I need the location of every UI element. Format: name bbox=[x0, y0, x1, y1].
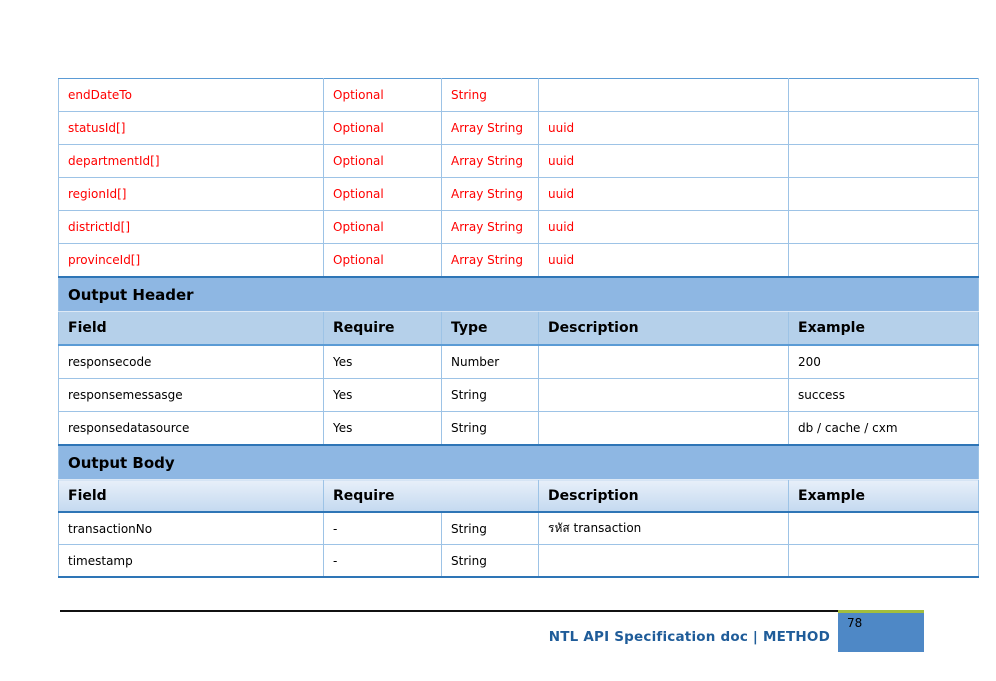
page-number-box bbox=[838, 610, 924, 652]
cell-require: Optional bbox=[324, 112, 442, 145]
section-band-output-header bbox=[59, 277, 979, 312]
section-title: Output Body bbox=[59, 445, 979, 480]
cell-type: Array String bbox=[442, 178, 539, 211]
table-row bbox=[59, 545, 979, 578]
cell-description bbox=[539, 545, 789, 578]
cell-example bbox=[789, 79, 979, 112]
table-row bbox=[59, 112, 979, 145]
table-row bbox=[59, 345, 979, 379]
table-row bbox=[59, 178, 979, 211]
cell-require: Yes bbox=[324, 412, 442, 446]
table-row bbox=[59, 244, 979, 278]
col-header-type: Type bbox=[442, 312, 539, 346]
cell-require: Optional bbox=[324, 79, 442, 112]
column-header-row bbox=[59, 312, 979, 346]
cell-field: endDateTo bbox=[59, 79, 324, 112]
cell-description: uuid bbox=[539, 211, 789, 244]
cell-type: Array String bbox=[442, 112, 539, 145]
table-row bbox=[59, 412, 979, 446]
cell-example bbox=[789, 512, 979, 545]
cell-example bbox=[789, 178, 979, 211]
col-header-example: Example bbox=[789, 480, 979, 513]
cell-field: transactionNo bbox=[59, 512, 324, 545]
cell-require: Optional bbox=[324, 211, 442, 244]
cell-description: uuid bbox=[539, 112, 789, 145]
section-band-output-body bbox=[59, 445, 979, 480]
table-row bbox=[59, 512, 979, 545]
col-header-description: Description bbox=[539, 480, 789, 513]
cell-require: Yes bbox=[324, 379, 442, 412]
cell-example: db / cache / cxm bbox=[789, 412, 979, 446]
cell-type: String bbox=[442, 512, 539, 545]
cell-require: Optional bbox=[324, 145, 442, 178]
cell-example: 200 bbox=[789, 345, 979, 379]
page-number: 78 bbox=[847, 616, 863, 630]
table-row bbox=[59, 211, 979, 244]
col-header-require: Require bbox=[324, 480, 539, 513]
cell-field: responsemessasge bbox=[59, 379, 324, 412]
cell-field: districtId[] bbox=[59, 211, 324, 244]
cell-description bbox=[539, 79, 789, 112]
cell-require: - bbox=[324, 512, 442, 545]
footer-doc-title: NTL API Specification doc | METHOD bbox=[548, 629, 830, 645]
cell-description bbox=[539, 412, 789, 446]
cell-field: provinceId[] bbox=[59, 244, 324, 278]
cell-description: รหัส transaction bbox=[539, 512, 789, 545]
cell-type: String bbox=[442, 79, 539, 112]
cell-example bbox=[789, 145, 979, 178]
cell-field: departmentId[] bbox=[59, 145, 324, 178]
cell-field: timestamp bbox=[59, 545, 324, 578]
col-header-field: Field bbox=[59, 480, 324, 513]
api-spec-table bbox=[58, 78, 979, 578]
table-row bbox=[59, 79, 979, 112]
col-header-require: Require bbox=[324, 312, 442, 346]
col-header-field: Field bbox=[59, 312, 324, 346]
cell-type: Array String bbox=[442, 211, 539, 244]
table-row bbox=[59, 379, 979, 412]
table-row bbox=[59, 145, 979, 178]
cell-description: uuid bbox=[539, 145, 789, 178]
cell-type: Array String bbox=[442, 244, 539, 278]
cell-example bbox=[789, 244, 979, 278]
cell-description bbox=[539, 345, 789, 379]
cell-field: responsecode bbox=[59, 345, 324, 379]
cell-description: uuid bbox=[539, 244, 789, 278]
cell-example: success bbox=[789, 379, 979, 412]
cell-require: Optional bbox=[324, 178, 442, 211]
cell-type: String bbox=[442, 379, 539, 412]
cell-field: responsedatasource bbox=[59, 412, 324, 446]
cell-type: Number bbox=[442, 345, 539, 379]
cell-type: String bbox=[442, 412, 539, 446]
column-header-row bbox=[59, 480, 979, 513]
cell-example bbox=[789, 112, 979, 145]
cell-require: Optional bbox=[324, 244, 442, 278]
col-header-example: Example bbox=[789, 312, 979, 346]
section-title: Output Header bbox=[59, 277, 979, 312]
cell-example bbox=[789, 545, 979, 578]
cell-example bbox=[789, 211, 979, 244]
cell-type: Array String bbox=[442, 145, 539, 178]
cell-field: regionId[] bbox=[59, 178, 324, 211]
col-header-description: Description bbox=[539, 312, 789, 346]
cell-description bbox=[539, 379, 789, 412]
cell-description: uuid bbox=[539, 178, 789, 211]
cell-require: - bbox=[324, 545, 442, 578]
footer-divider bbox=[60, 610, 838, 612]
cell-field: statusId[] bbox=[59, 112, 324, 145]
cell-type: String bbox=[442, 545, 539, 578]
cell-require: Yes bbox=[324, 345, 442, 379]
